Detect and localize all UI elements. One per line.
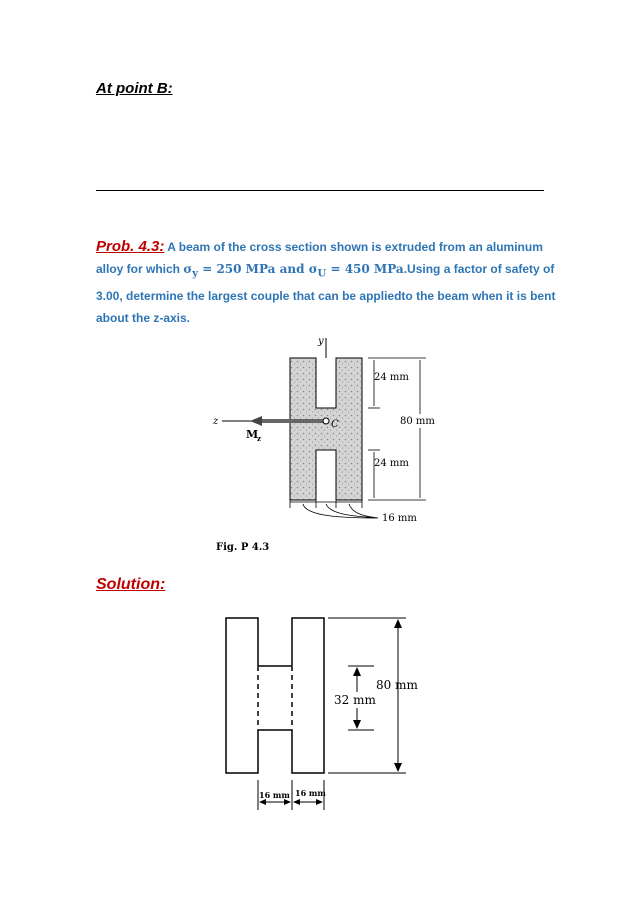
moment-subscript: z <box>257 434 261 443</box>
left-flange <box>226 618 258 773</box>
y-axis-label: y <box>318 336 324 347</box>
point-b-heading: At point B: <box>96 80 173 97</box>
problem-text-1: A beam of the cross section shown is extruded from an aluminum alloy for which <box>96 240 543 276</box>
solution-diagram <box>220 610 440 820</box>
overall-dim-label: 80 mm <box>376 678 418 692</box>
solution-heading: Solution: <box>96 576 166 593</box>
dim-width-label: 16 mm <box>382 513 417 524</box>
left-width-label: 16 mm <box>259 790 290 800</box>
z-axis-label: z <box>213 416 219 427</box>
centroid-label: C <box>331 419 339 430</box>
problem-text-2: .Using a factor of safety of 3.00, determine the largest couple that can be appliedto the beam when it is bent about the z-axis. <box>96 262 556 326</box>
section-divider <box>96 190 544 191</box>
dim-height-label: 80 mm <box>400 416 435 427</box>
figure-caption: Fig. P 4.3 <box>216 542 270 553</box>
inner-dim-label: 32 mm <box>334 693 376 707</box>
problem-statement <box>96 236 556 329</box>
dim-top-label: 24 mm <box>374 372 409 383</box>
h-section-shape <box>290 358 362 500</box>
problem-label: Prob. 4.3: <box>96 238 165 255</box>
right-width-label: 16 mm <box>295 788 326 798</box>
dim-bottom-label: 24 mm <box>374 458 409 469</box>
figure-p43 <box>200 330 460 560</box>
sigma-y: $\sigma_y = 250$ MPa and $\sigma_U = 450$ MPa <box>183 262 404 280</box>
right-flange <box>292 618 324 773</box>
moment-label: M <box>246 428 259 441</box>
